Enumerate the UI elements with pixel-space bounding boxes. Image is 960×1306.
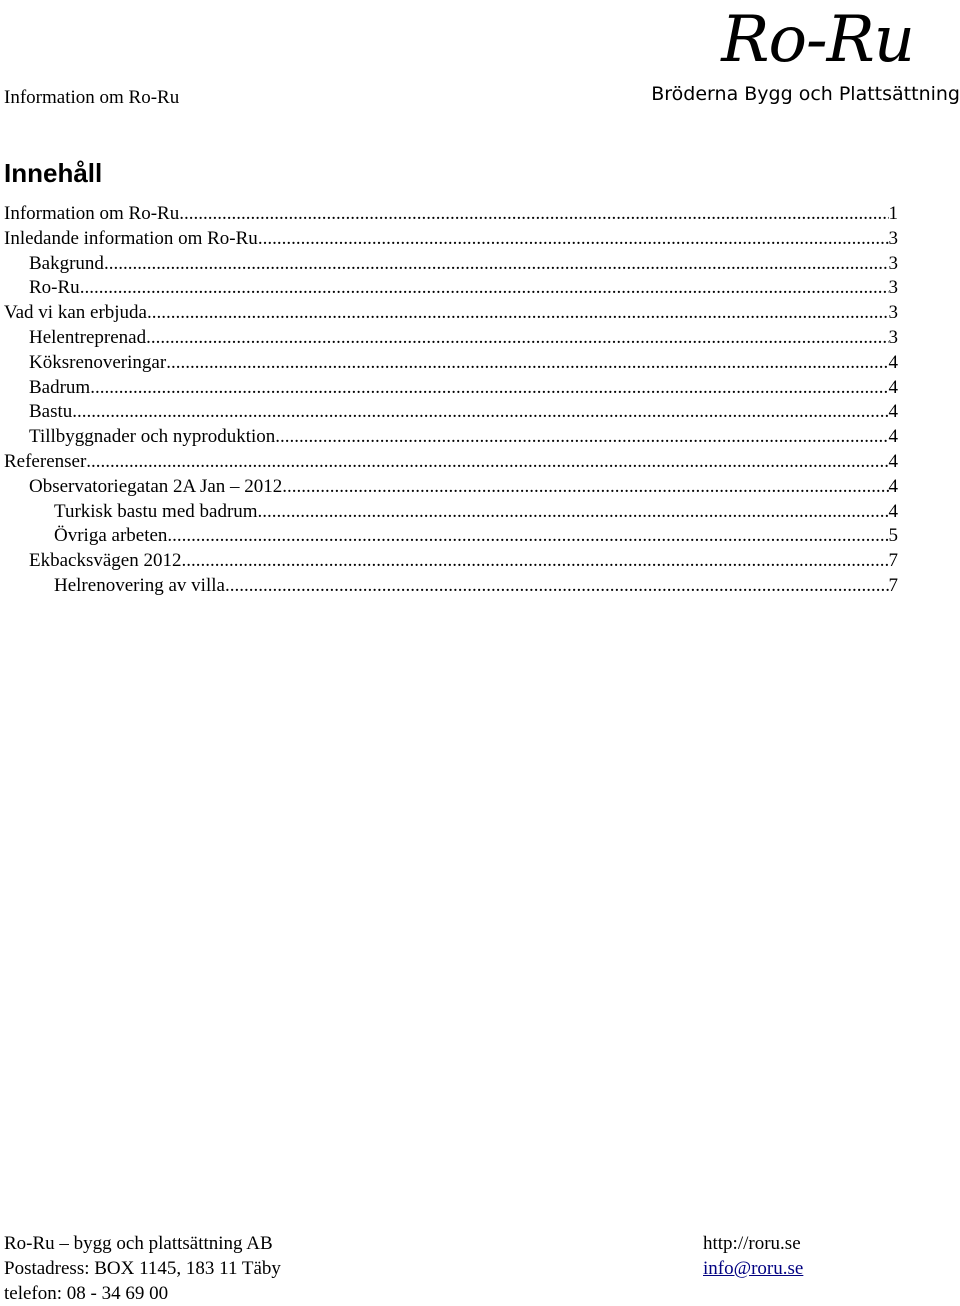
footer-address: Postadress: BOX 1145, 183 11 Täby	[4, 1257, 281, 1279]
toc-entry[interactable]	[4, 549, 898, 574]
footer-website[interactable]: http://roru.se	[703, 1233, 801, 1254]
toc-entry-page: 4	[888, 500, 898, 522]
toc-entry-label: Tillbyggnader och nyproduktion	[29, 426, 276, 448]
toc-entry[interactable]	[4, 227, 898, 252]
toc-entry[interactable]	[4, 252, 898, 277]
toc-leader-dots	[80, 276, 889, 301]
company-logo	[620, 0, 960, 112]
toc-entry-label: Bakgrund	[29, 252, 104, 274]
toc-leader-dots	[179, 202, 888, 227]
toc-leader-dots	[258, 500, 889, 525]
toc-entry-label: Badrum	[29, 376, 91, 398]
footer-phone: telefon: 08 - 34 69 00	[4, 1282, 169, 1304]
toc-entry-page: 3	[888, 277, 898, 299]
toc-leader-dots	[90, 376, 888, 401]
toc-leader-dots	[86, 450, 888, 475]
toc-entry[interactable]	[4, 202, 898, 227]
footer-email-link[interactable]: info@roru.se	[703, 1257, 804, 1279]
toc-entry[interactable]	[4, 276, 898, 301]
toc-entry-page: 7	[888, 550, 898, 572]
toc-leader-dots	[147, 301, 889, 326]
toc-leader-dots	[167, 524, 888, 549]
logo-subtitle: Bröderna Bygg och Plattsättning	[651, 83, 960, 105]
toc-entry-page: 4	[888, 426, 898, 448]
toc-entry-label: Helrenovering av villa	[54, 574, 225, 596]
toc-entry-page: 3	[888, 252, 898, 274]
toc-entry-page: 4	[888, 376, 898, 398]
toc-entry-label: Ro-Ru	[29, 277, 80, 299]
toc-entry-page: 4	[888, 351, 898, 373]
toc-leader-dots	[166, 351, 888, 376]
toc-entry-label: Köksrenoveringar	[29, 351, 167, 373]
toc-heading: Innehåll	[4, 158, 103, 188]
toc-entry-label: Helentreprenad	[29, 326, 147, 348]
toc-entry-label: Inledande information om Ro-Ru	[4, 227, 258, 249]
table-of-contents	[4, 202, 898, 599]
toc-entry[interactable]	[4, 450, 898, 475]
toc-leader-dots	[72, 400, 888, 425]
toc-entry[interactable]	[4, 524, 898, 549]
toc-leader-dots	[146, 326, 888, 351]
toc-entry[interactable]	[4, 376, 898, 401]
toc-entry-label: Bastu	[29, 401, 73, 423]
toc-entry-page: 4	[888, 475, 898, 497]
toc-entry[interactable]	[4, 425, 898, 450]
toc-entry-page: 7	[888, 574, 898, 596]
toc-entry-page: 3	[888, 227, 898, 249]
toc-entry[interactable]	[4, 500, 898, 525]
toc-leader-dots	[282, 475, 888, 500]
footer-links	[703, 1232, 803, 1282]
toc-entry[interactable]	[4, 574, 898, 599]
toc-entry-label: Ekbacksvägen 2012	[29, 550, 182, 572]
footer-company: Ro-Ru – bygg och plattsättning AB	[4, 1233, 273, 1254]
toc-entry[interactable]	[4, 326, 898, 351]
toc-entry-page: 3	[888, 326, 898, 348]
toc-entry-label: Turkisk bastu med badrum	[54, 500, 258, 522]
toc-leader-dots	[275, 425, 888, 450]
toc-entry-label: Övriga arbeten	[54, 525, 168, 547]
toc-leader-dots	[104, 252, 889, 277]
toc-entry-page: 1	[888, 203, 898, 224]
toc-entry-page: 5	[888, 525, 898, 547]
footer-contact	[4, 1232, 281, 1306]
toc-entry-label: Observatoriegatan 2A Jan – 2012	[29, 475, 283, 497]
logo-text: Ro-Ru	[721, 3, 914, 77]
toc-leader-dots	[181, 549, 888, 574]
toc-entry-label: Information om Ro-Ru	[4, 203, 180, 224]
toc-leader-dots	[258, 227, 889, 252]
toc-entry[interactable]	[4, 351, 898, 376]
toc-entry-page: 4	[888, 450, 898, 472]
toc-entry-label: Referenser	[4, 450, 87, 472]
toc-entry[interactable]	[4, 475, 898, 500]
toc-entry[interactable]	[4, 301, 898, 326]
toc-entry-page: 4	[888, 401, 898, 423]
toc-entry-label: Vad vi kan erbjuda	[4, 302, 147, 324]
header-title: Information om Ro-Ru	[4, 87, 180, 108]
toc-entry-page: 3	[888, 302, 898, 324]
toc-entry[interactable]	[4, 400, 898, 425]
toc-leader-dots	[225, 574, 889, 599]
